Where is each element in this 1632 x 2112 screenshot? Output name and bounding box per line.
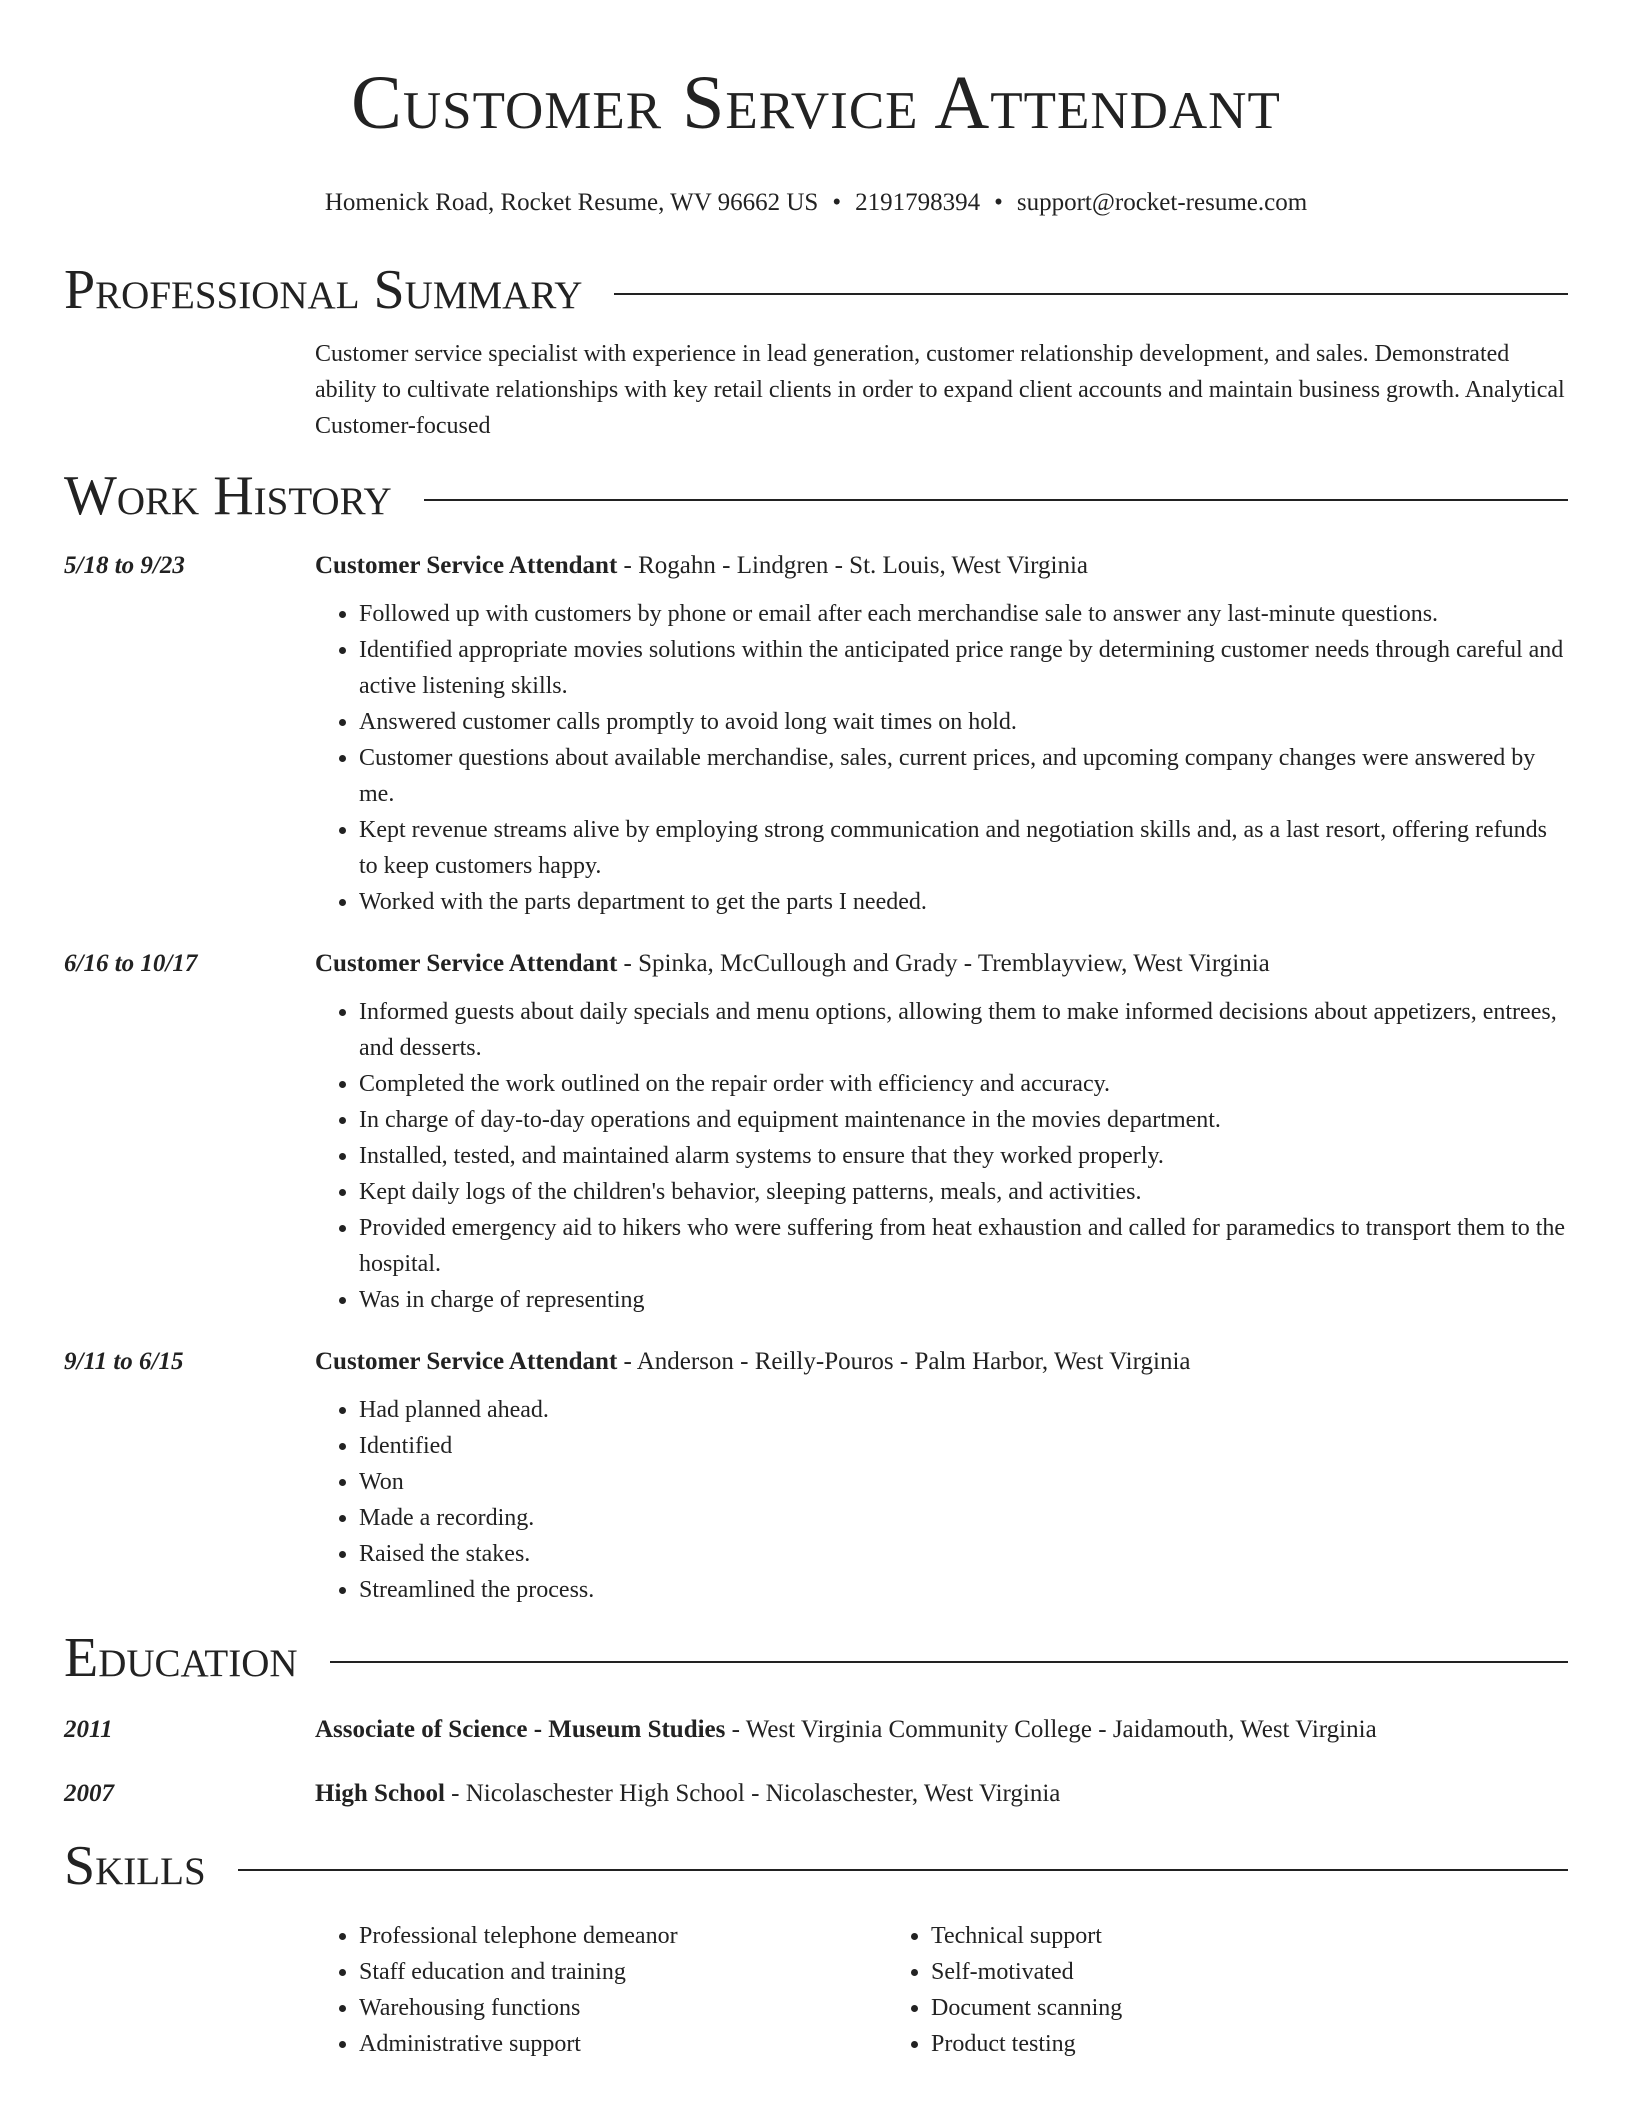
contact-phone[interactable]: 2191798394 — [855, 189, 981, 216]
work-section-header — [64, 464, 1568, 528]
list-item: • Was in charge of representing — [359, 1282, 1568, 1318]
section-divider — [424, 499, 1568, 501]
job-bullets — [64, 994, 1568, 1318]
section-divider — [614, 293, 1568, 295]
skills-heading: Skills — [64, 1835, 206, 1897]
list-item: • Provided emergency aid to hikers who were suffering from heat exhaustion and called for paramedics to transport them to the hospital. — [359, 1210, 1568, 1282]
list-item: • Raised the stakes. — [359, 1536, 1568, 1572]
education-degree: Associate of Science - Museum Studies — [315, 1716, 726, 1743]
education-details: - West Virginia Community College - Jaidamouth, West Virginia — [725, 1716, 1377, 1743]
job-dates: 9/11 to 6/15 — [64, 1348, 184, 1375]
job-details: - Anderson - Reilly-Pouros - Palm Harbor, West Virginia — [617, 1348, 1191, 1375]
job-header — [64, 552, 1568, 580]
job-bullets — [64, 1392, 1568, 1608]
list-item: • Followed up with customers by phone or email after each merchandise sale to answer any last-minute questions. — [359, 596, 1568, 632]
job-entry — [64, 552, 1568, 920]
job-bullets — [64, 596, 1568, 920]
job-heading — [315, 950, 1568, 978]
list-item: • Kept revenue streams alive by employing strong communication and negotiation skills and, as a last resort, offering refunds to keep customers happy. — [359, 812, 1568, 884]
list-item: • Installed, tested, and maintained alarm systems to ensure that they worked properly. — [359, 1138, 1568, 1174]
summary-text: Customer service specialist with experience in lead generation, customer relationship development, and sales. Demonstrated ability to cultivate relationships with key retail clients in order to expand client accounts and maintain business growth. Analytical Customer-focused — [315, 341, 1565, 439]
education-year: 2007 — [64, 1780, 114, 1807]
list-item: • In charge of day-to-day operations and equipment maintenance in the movies department. — [359, 1102, 1568, 1138]
job-header — [64, 1348, 1568, 1376]
job-dates: 6/16 to 10/17 — [64, 950, 198, 977]
list-item: • Answered customer calls promptly to avoid long wait times on hold. — [359, 704, 1568, 740]
job-entry — [64, 1348, 1568, 1608]
list-item: • Technical support — [931, 1918, 1459, 1954]
job-heading — [315, 1348, 1568, 1376]
list-item: • Had planned ahead. — [359, 1392, 1568, 1428]
list-item: • Identified — [359, 1428, 1568, 1464]
job-title: Customer Service Attendant — [315, 1348, 618, 1375]
summary-section-header — [64, 258, 1568, 322]
job-details: - Spinka, McCullough and Grady - Tremblayview, West Virginia — [617, 950, 1270, 977]
list-item: • Product testing — [931, 2026, 1459, 2062]
education-year: 2011 — [64, 1716, 113, 1743]
job-entry — [64, 950, 1568, 1318]
list-item: • Warehousing functions — [359, 1990, 887, 2026]
list-item: • Kept daily logs of the children's behavior, sleeping patterns, meals, and activities. — [359, 1174, 1568, 1210]
list-item: • Made a recording. — [359, 1500, 1568, 1536]
skills-list — [64, 1918, 1568, 2062]
summary-heading: Professional Summary — [64, 259, 583, 321]
skills-column-right — [887, 1918, 1459, 2062]
list-item: • Completed the work outlined on the repair order with efficiency and accuracy. — [359, 1066, 1568, 1102]
job-title: Customer Service Attendant — [315, 552, 618, 579]
list-item: • Self-motivated — [931, 1954, 1459, 1990]
section-divider — [238, 1869, 1568, 1871]
job-heading — [315, 552, 1568, 580]
contact-email[interactable]: support@rocket-resume.com — [1016, 189, 1308, 216]
list-item: • Streamlined the process. — [359, 1572, 1568, 1608]
job-dates: 5/18 to 9/23 — [64, 552, 185, 579]
list-item: • Won — [359, 1464, 1568, 1500]
list-item: • Professional telephone demeanor — [359, 1918, 887, 1954]
education-section-header — [64, 1626, 1568, 1690]
list-item: • Informed guests about daily specials and menu options, allowing them to make informed decisions about appetizers, entrees, and desserts. — [359, 994, 1568, 1066]
education-heading-line — [315, 1716, 1568, 1744]
skills-column-left — [315, 1918, 887, 2062]
contact-separator: • — [994, 189, 1003, 216]
education-entry — [64, 1780, 1568, 1808]
contact-separator: • — [832, 189, 842, 216]
list-item: • Identified appropriate movies solutions within the anticipated price range by determining customer needs through careful and active listening skills. — [359, 632, 1568, 704]
job-details: - Rogahn - Lindgren - St. Louis, West Virginia — [617, 552, 1089, 579]
education-heading: Education — [64, 1627, 298, 1689]
job-header — [64, 950, 1568, 978]
contact-line — [64, 188, 1568, 218]
list-item: • Document scanning — [931, 1990, 1459, 2026]
education-heading-line — [315, 1780, 1568, 1808]
list-item: • Staff education and training — [359, 1954, 887, 1990]
resume-name: Customer Service Attendant — [351, 61, 1281, 145]
work-heading: Work History — [64, 465, 392, 527]
education-degree: High School — [315, 1780, 445, 1807]
education-entry — [64, 1716, 1568, 1744]
list-item: • Worked with the parts department to get the parts I needed. — [359, 884, 1568, 920]
list-item: • Administrative support — [359, 2026, 887, 2062]
job-title: Customer Service Attendant — [315, 950, 618, 977]
contact-address: Homenick Road, Rocket Resume, WV 96662 US — [324, 189, 819, 216]
skills-section-header — [64, 1834, 1568, 1898]
section-divider — [330, 1661, 1568, 1663]
list-item: • Customer questions about available merchandise, sales, current prices, and upcoming company changes were answered by me. — [359, 740, 1568, 812]
education-details: - Nicolaschester High School - Nicolaschester, West Virginia — [444, 1780, 1061, 1807]
